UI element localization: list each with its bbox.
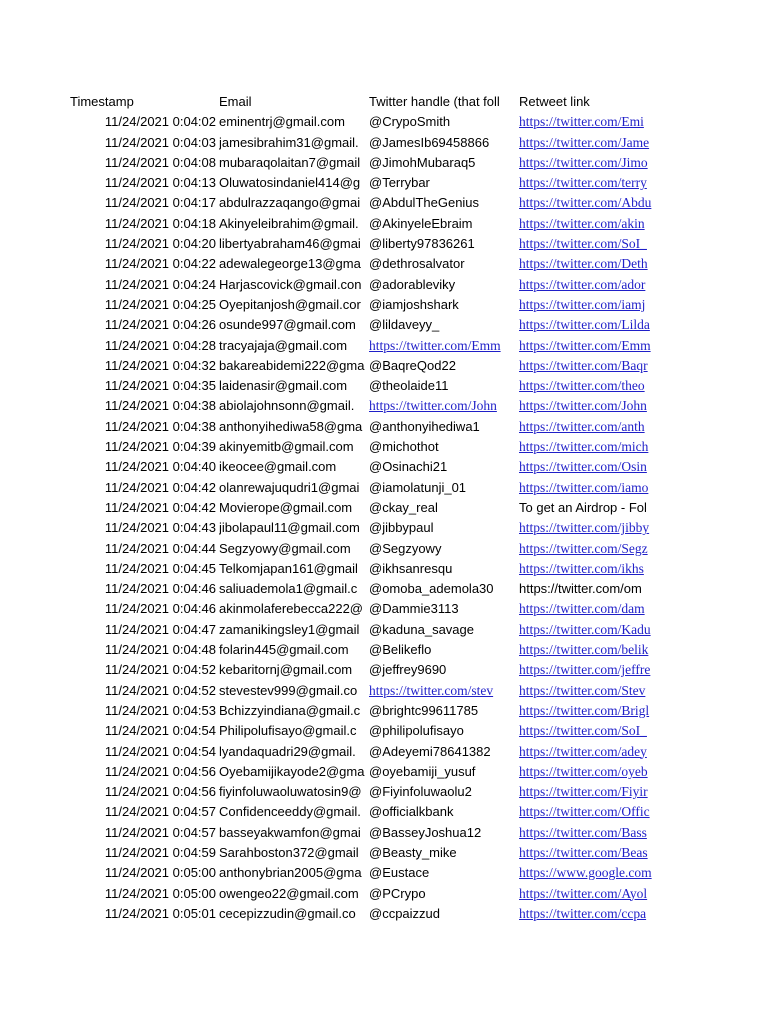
email-cell: abdulrazzaqango@gmai [219, 195, 361, 211]
twitter-handle-cell: @Belikeflo [369, 642, 432, 658]
email-cell: folarin445@gmail.com [219, 642, 349, 658]
table-row [0, 153, 768, 173]
twitter-handle-cell[interactable]: https://twitter.com/stev [369, 682, 494, 698]
retweet-link-cell[interactable]: https://twitter.com/Abdu [519, 195, 652, 211]
retweet-link-cell[interactable]: https://twitter.com/adey [519, 743, 647, 759]
retweet-link-cell: https://twitter.com/om [519, 581, 642, 597]
table-row [0, 396, 768, 416]
email-cell: akinyemitb@gmail.com [219, 439, 354, 455]
twitter-handle-cell: @CrypoSmith [369, 114, 451, 130]
twitter-handle-cell: @ckay_real [369, 499, 438, 515]
table-row [0, 437, 768, 457]
twitter-handle-cell: @JamesIb69458866 [369, 134, 490, 150]
email-cell: cecepizzudin@gmail.co [219, 905, 356, 921]
twitter-handle-cell: @ikhsanresqu [369, 560, 453, 576]
retweet-link-cell[interactable]: https://twitter.com/ccpa [519, 905, 647, 921]
retweet-link-cell[interactable]: https://twitter.com/akin [519, 215, 645, 231]
email-cell: abiolajohnsonn@gmail. [219, 398, 355, 414]
twitter-handle-cell: @michothot [369, 439, 439, 455]
email-cell: akinmolaferebecca222@ [219, 601, 364, 617]
timestamp-cell: 11/24/2021 0:05:00 [104, 865, 216, 881]
timestamp-cell: 11/24/2021 0:04:22 [104, 256, 216, 272]
timestamp-cell: 11/24/2021 0:04:35 [104, 378, 216, 394]
timestamp-cell: 11/24/2021 0:04:38 [104, 418, 216, 434]
timestamp-cell: 11/24/2021 0:04:53 [104, 702, 216, 718]
table-row [0, 660, 768, 680]
header-email: Email [219, 94, 252, 109]
timestamp-cell: 11/24/2021 0:04:44 [104, 540, 216, 556]
email-cell: Segzyowy@gmail.com [219, 540, 351, 556]
twitter-handle-cell[interactable]: https://twitter.com/Emm [369, 337, 501, 353]
table-row [0, 498, 768, 518]
retweet-link-cell[interactable]: https://twitter.com/anth [519, 418, 645, 434]
retweet-link-cell[interactable]: https://twitter.com/SoI_ [519, 723, 647, 739]
timestamp-cell: 11/24/2021 0:04:45 [104, 560, 216, 576]
twitter-handle-cell: @Beasty_mike [369, 844, 457, 860]
twitter-handle-cell: @Fiyinfoluwaolu2 [369, 784, 472, 800]
table-row [0, 802, 768, 822]
email-cell: Telkomjapan161@gmail [219, 560, 358, 576]
timestamp-cell: 11/24/2021 0:04:24 [104, 276, 216, 292]
timestamp-cell: 11/24/2021 0:04:17 [104, 195, 216, 211]
table-row [0, 721, 768, 741]
table-row [0, 315, 768, 335]
retweet-link-cell[interactable]: https://www.google.com [519, 865, 652, 881]
twitter-handle-cell: @PCrypo [369, 885, 426, 901]
email-cell: Oluwatosindaniel414@g [219, 175, 361, 191]
retweet-link-cell[interactable]: https://twitter.com/jibby [519, 520, 650, 536]
retweet-link-cell[interactable]: https://twitter.com/Kadu [519, 621, 651, 637]
table-row [0, 863, 768, 883]
timestamp-cell: 11/24/2021 0:04:57 [104, 824, 216, 840]
timestamp-cell: 11/24/2021 0:04:03 [104, 134, 216, 150]
table-body [0, 112, 768, 924]
email-cell: Harjascovick@gmail.con [219, 276, 362, 292]
retweet-link-cell[interactable]: https://twitter.com/Baqr [519, 357, 648, 373]
table-row [0, 133, 768, 153]
twitter-handle-cell: @Segzyowy [369, 540, 442, 556]
timestamp-cell: 11/24/2021 0:04:18 [104, 215, 216, 231]
twitter-handle-cell: @kaduna_savage [369, 621, 474, 637]
email-cell: tracyajaja@gmail.com [219, 337, 348, 353]
table-row [0, 254, 768, 274]
twitter-handle-cell: @Terrybar [369, 175, 430, 191]
email-cell: laidenasir@gmail.com [219, 378, 348, 394]
timestamp-cell: 11/24/2021 0:04:39 [104, 439, 216, 455]
table-row [0, 579, 768, 599]
email-cell: libertyabraham46@gmai [219, 236, 361, 252]
retweet-link-cell[interactable]: https://twitter.com/Deth [519, 256, 648, 272]
twitter-handle-cell: @BaqreQod22 [369, 357, 456, 373]
twitter-handle-cell: @liberty97836261 [369, 236, 475, 252]
twitter-handle-cell: @lildaveyy_ [369, 317, 440, 333]
table-row [0, 559, 768, 579]
retweet-link-cell[interactable]: https://twitter.com/Brigl [519, 702, 650, 718]
email-cell: anthonybrian2005@gma [219, 865, 362, 881]
email-cell: lyandaquadri29@gmail. [219, 743, 356, 759]
table-row [0, 904, 768, 924]
table-row [0, 376, 768, 396]
twitter-handle-cell: @adorableviky [369, 276, 456, 292]
timestamp-cell: 11/24/2021 0:04:46 [104, 581, 216, 597]
table-row [0, 701, 768, 721]
twitter-handle-cell: @theolaide11 [369, 378, 449, 394]
email-cell: basseyakwamfon@gmai [219, 824, 361, 840]
retweet-link-cell[interactable]: https://twitter.com/jeffre [519, 662, 651, 678]
table-row [0, 620, 768, 640]
timestamp-cell: 11/24/2021 0:04:42 [104, 499, 216, 515]
table-row [0, 457, 768, 477]
twitter-handle-cell: @AbdulTheGenius [369, 195, 480, 211]
table-row [0, 112, 768, 132]
timestamp-cell: 11/24/2021 0:04:25 [104, 296, 216, 312]
email-cell: anthonyihediwa58@gma [219, 418, 363, 434]
email-cell: Bchizzyindiana@gmail.c [219, 702, 361, 718]
retweet-link-cell[interactable]: https://twitter.com/Segz [519, 540, 648, 556]
timestamp-cell: 11/24/2021 0:04:02 [104, 114, 216, 130]
table-row [0, 417, 768, 437]
retweet-link-cell[interactable]: https://twitter.com/theo [519, 378, 645, 394]
timestamp-cell: 11/24/2021 0:04:54 [104, 743, 216, 759]
retweet-link-cell[interactable]: https://twitter.com/oyeb [519, 763, 648, 779]
email-cell: zamanikingsley1@gmail [219, 621, 360, 637]
twitter-handle-cell: @iamjoshshark [369, 296, 459, 312]
table-row [0, 681, 768, 701]
twitter-handle-cell: @Eustace [369, 865, 430, 881]
table-row [0, 539, 768, 559]
email-cell: bakareabidemi222@gma [219, 357, 365, 373]
retweet-link-cell[interactable]: https://twitter.com/Emi [519, 114, 644, 130]
retweet-link-cell[interactable]: https://twitter.com/Jimo [519, 154, 648, 170]
timestamp-cell: 11/24/2021 0:04:20 [104, 236, 216, 252]
retweet-link-cell[interactable]: https://twitter.com/Stev [519, 682, 646, 698]
retweet-link-cell[interactable]: https://twitter.com/Ayol [519, 885, 648, 901]
table-row [0, 884, 768, 904]
twitter-handle-cell: @Dammie3113 [369, 601, 459, 617]
timestamp-cell: 11/24/2021 0:04:47 [104, 621, 216, 637]
email-cell: jibolapaul11@gmail.com [219, 520, 360, 536]
timestamp-cell: 11/24/2021 0:04:43 [104, 520, 216, 536]
email-cell: osunde997@gmail.com [219, 317, 356, 333]
table-row [0, 762, 768, 782]
retweet-link-cell[interactable]: https://twitter.com/Jame [519, 134, 650, 150]
twitter-handle-cell: @Osinachi21 [369, 459, 448, 475]
table-row [0, 843, 768, 863]
table-row [0, 193, 768, 213]
timestamp-cell: 11/24/2021 0:04:56 [104, 763, 216, 779]
twitter-handle-cell: @anthonyihediwa1 [369, 418, 480, 434]
table-row [0, 599, 768, 619]
twitter-handle-cell: @ccpaizzud [369, 905, 441, 921]
email-cell: stevestev999@gmail.co [219, 682, 358, 698]
twitter-handle-cell: @jibbypaul [369, 520, 434, 536]
retweet-link-cell[interactable]: https://twitter.com/Lilda [519, 317, 650, 333]
email-cell: saliuademola1@gmail.c [219, 581, 358, 597]
twitter-handle-cell: @oyebamiji_yusuf [369, 763, 476, 779]
table-row [0, 518, 768, 538]
email-cell: eminentrj@gmail.com [219, 114, 345, 130]
table-row [0, 782, 768, 802]
twitter-handle-cell: @officialkbank [369, 804, 454, 820]
retweet-link-cell[interactable]: https://twitter.com/Emm [519, 337, 651, 353]
table-row [0, 173, 768, 193]
retweet-link-cell[interactable]: https://twitter.com/belik [519, 642, 649, 658]
email-cell: owengeo22@gmail.com [219, 885, 359, 901]
timestamp-cell: 11/24/2021 0:04:28 [104, 337, 216, 353]
email-cell: Movierope@gmail.com [219, 499, 353, 515]
timestamp-cell: 11/24/2021 0:04:56 [104, 784, 216, 800]
table-row [0, 478, 768, 498]
email-cell: Oyepitanjosh@gmail.cor [219, 296, 361, 312]
twitter-handle-cell: @AkinyeleEbraim [369, 215, 473, 231]
email-cell: Philipolufisayo@gmail.c [219, 723, 357, 739]
spreadsheet [0, 92, 768, 924]
header-retweet-link: Retweet link [519, 94, 590, 109]
timestamp-cell: 11/24/2021 0:04:40 [104, 459, 216, 475]
twitter-handle-cell: @iamolatunji_01 [369, 479, 467, 495]
retweet-link-cell[interactable]: https://twitter.com/John [519, 398, 647, 414]
email-cell: olanrewajuqudri1@gmai [219, 479, 360, 495]
timestamp-cell: 11/24/2021 0:04:46 [104, 601, 216, 617]
table-row [0, 234, 768, 254]
retweet-link-cell[interactable]: https://twitter.com/mich [519, 439, 649, 455]
table-row [0, 742, 768, 762]
email-cell: fiyinfoluwaoluwatosin9@ [219, 784, 362, 800]
email-cell: Akinyeleibrahim@gmail. [219, 215, 359, 231]
timestamp-cell: 11/24/2021 0:04:52 [104, 682, 216, 698]
email-cell: Sarahboston372@gmail [219, 844, 359, 860]
twitter-handle-cell: @JimohMubaraq5 [369, 154, 476, 170]
twitter-handle-cell[interactable]: https://twitter.com/John [369, 398, 497, 414]
retweet-link-cell[interactable]: https://twitter.com/iamo [519, 479, 649, 495]
timestamp-cell: 11/24/2021 0:04:52 [104, 662, 216, 678]
email-cell: ikeocee@gmail.com [219, 459, 337, 475]
retweet-link-cell[interactable]: https://twitter.com/dam [519, 601, 645, 617]
retweet-link-cell[interactable]: https://twitter.com/Offic [519, 804, 650, 820]
table-row [0, 336, 768, 356]
retweet-link-cell: To get an Airdrop - Fol [519, 499, 647, 515]
table-row [0, 640, 768, 660]
email-cell: Confidenceeddy@gmail. [219, 804, 361, 820]
timestamp-cell: 11/24/2021 0:04:57 [104, 804, 216, 820]
twitter-handle-cell: @BasseyJoshua12 [369, 824, 482, 840]
timestamp-cell: 11/24/2021 0:04:48 [104, 642, 216, 658]
retweet-link-cell[interactable]: https://twitter.com/SoI_ [519, 236, 647, 252]
timestamp-cell: 11/24/2021 0:04:26 [104, 317, 216, 333]
twitter-handle-cell: @Adeyemi78641382 [369, 743, 491, 759]
header-row [0, 92, 768, 112]
timestamp-cell: 11/24/2021 0:04:59 [104, 844, 216, 860]
table-row [0, 823, 768, 843]
timestamp-cell: 11/24/2021 0:04:13 [104, 175, 216, 191]
twitter-handle-cell: @omoba_ademola30 [369, 581, 494, 597]
table-row [0, 275, 768, 295]
table-row [0, 356, 768, 376]
twitter-handle-cell: @brightc99611785 [369, 702, 479, 718]
retweet-link-cell[interactable]: https://twitter.com/Beas [519, 844, 648, 860]
retweet-link-cell[interactable]: https://twitter.com/Osin [519, 459, 647, 475]
email-cell: adewalegeorge13@gma [219, 256, 361, 272]
retweet-link-cell[interactable]: https://twitter.com/terry [519, 175, 647, 191]
timestamp-cell: 11/24/2021 0:04:08 [104, 154, 216, 170]
retweet-link-cell[interactable]: https://twitter.com/ikhs [519, 560, 644, 576]
email-cell: mubaraqolaitan7@gmail [219, 154, 361, 170]
timestamp-cell: 11/24/2021 0:04:54 [104, 723, 216, 739]
twitter-handle-cell: @jeffrey9690 [369, 662, 447, 678]
header-timestamp: Timestamp [70, 94, 134, 109]
timestamp-cell: 11/24/2021 0:05:00 [104, 885, 216, 901]
email-cell: jamesibrahim31@gmail. [219, 134, 359, 150]
table-row [0, 295, 768, 315]
email-cell: kebaritornj@gmail.com [219, 662, 353, 678]
header-twitter-handle: Twitter handle (that foll [369, 94, 500, 109]
retweet-link-cell[interactable]: https://twitter.com/Fiyir [519, 784, 648, 800]
retweet-link-cell[interactable]: https://twitter.com/iamj [519, 296, 646, 312]
email-cell: Oyebamijikayode2@gma [219, 763, 365, 779]
timestamp-cell: 11/24/2021 0:04:32 [104, 357, 216, 373]
timestamp-cell: 11/24/2021 0:05:01 [104, 905, 216, 921]
retweet-link-cell[interactable]: https://twitter.com/Bass [519, 824, 647, 840]
table-row [0, 214, 768, 234]
timestamp-cell: 11/24/2021 0:04:42 [104, 479, 216, 495]
twitter-handle-cell: @dethrosalvator [369, 256, 465, 272]
twitter-handle-cell: @philipolufisayo [369, 723, 464, 739]
retweet-link-cell[interactable]: https://twitter.com/ador [519, 276, 646, 292]
timestamp-cell: 11/24/2021 0:04:38 [104, 398, 216, 414]
